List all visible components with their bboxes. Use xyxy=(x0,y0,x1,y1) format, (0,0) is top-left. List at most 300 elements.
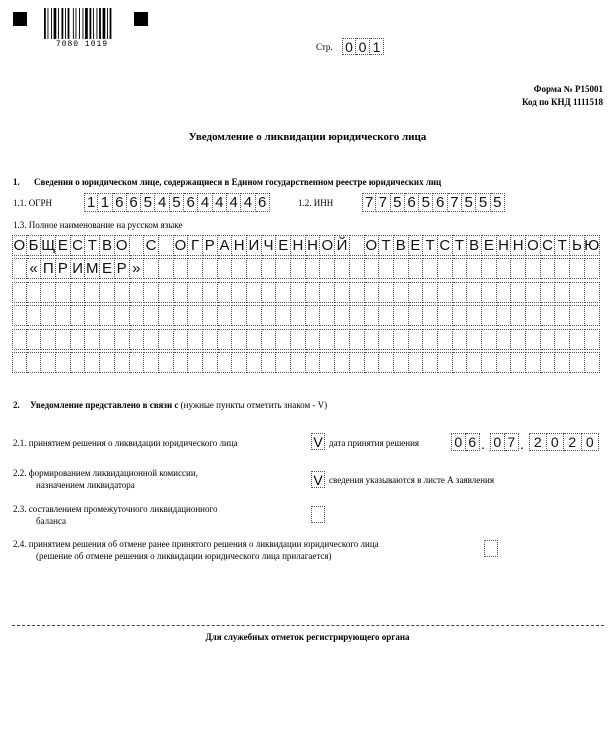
barcode-bar xyxy=(110,8,112,39)
name-row[interactable] xyxy=(12,352,600,373)
name-cell xyxy=(541,305,556,326)
name-cell: Б xyxy=(27,235,42,256)
name-cell xyxy=(159,235,174,256)
name-cell: Т xyxy=(453,235,468,256)
name-cell xyxy=(467,305,482,326)
name-cell xyxy=(482,329,497,350)
date-year-field[interactable] xyxy=(529,433,599,451)
inn-cell: 5 xyxy=(462,193,476,212)
name-cell xyxy=(100,282,115,303)
name-cell: Е xyxy=(100,258,115,279)
name-cell xyxy=(350,305,365,326)
name-cell: Ь xyxy=(570,235,585,256)
name-cell xyxy=(511,258,526,279)
name-cell xyxy=(497,282,512,303)
name-cell xyxy=(203,352,218,373)
name-cell xyxy=(379,282,394,303)
name-cell xyxy=(85,282,100,303)
name-cell xyxy=(203,258,218,279)
item3-label-line1: 2.3. составлением промежуточного ликвидационного xyxy=(13,504,218,514)
ogrn-cell: 4 xyxy=(227,193,241,212)
item4-label-line1: 2.4. принятием решения об отмене ранее принятого решения о ликвидации юридического лица xyxy=(13,539,379,549)
name-cell xyxy=(350,235,365,256)
date-separator-1: . xyxy=(481,436,485,452)
name-cell xyxy=(12,305,27,326)
name-cell: Н xyxy=(306,235,321,256)
barcode-bar xyxy=(58,8,59,39)
name-cell xyxy=(262,305,277,326)
name-cell xyxy=(541,352,556,373)
inn-cell: 7 xyxy=(362,193,376,212)
name-cell xyxy=(511,329,526,350)
name-cell xyxy=(100,352,115,373)
name-cell xyxy=(306,352,321,373)
name-row[interactable] xyxy=(12,305,600,326)
name-cell xyxy=(291,282,306,303)
name-cell xyxy=(144,282,159,303)
barcode-bar xyxy=(44,8,46,39)
name-cell xyxy=(409,329,424,350)
name-cell xyxy=(203,329,218,350)
name-cell xyxy=(306,282,321,303)
name-cell xyxy=(27,282,42,303)
name-cell xyxy=(85,352,100,373)
item1-checkbox[interactable]: V xyxy=(311,433,325,450)
name-cell xyxy=(541,329,556,350)
name-cell xyxy=(570,329,585,350)
section1-number: 1. xyxy=(13,177,20,187)
name-cell: Р xyxy=(115,258,130,279)
name-cell xyxy=(438,329,453,350)
name-cell xyxy=(365,305,380,326)
name-cell: Е xyxy=(276,235,291,256)
name-cell xyxy=(526,258,541,279)
name-cell xyxy=(262,258,277,279)
name-cell: Н xyxy=(232,235,247,256)
name-cell: Р xyxy=(203,235,218,256)
name-cell xyxy=(482,282,497,303)
name-cell xyxy=(144,329,159,350)
name-cell xyxy=(71,305,86,326)
name-cell xyxy=(335,258,350,279)
name-cell xyxy=(306,329,321,350)
name-cell: В xyxy=(394,235,409,256)
page-label: Стр. xyxy=(316,42,333,52)
barcode-bar xyxy=(76,8,77,39)
name-cell xyxy=(262,352,277,373)
barcode-bar xyxy=(83,8,84,39)
name-cell xyxy=(12,258,27,279)
name-cell xyxy=(159,305,174,326)
inn-field[interactable] xyxy=(362,193,505,212)
name-cell xyxy=(320,258,335,279)
cut-line xyxy=(12,625,604,626)
name-cell xyxy=(394,258,409,279)
item1-date-label: дата принятия решения xyxy=(329,438,420,448)
name-cell xyxy=(247,305,262,326)
name-cell xyxy=(394,282,409,303)
item2-checkbox[interactable]: V xyxy=(311,471,325,488)
name-cell xyxy=(291,258,306,279)
name-cell xyxy=(100,329,115,350)
name-cell xyxy=(41,329,56,350)
name-cell xyxy=(291,305,306,326)
name-cell xyxy=(115,329,130,350)
barcode-bar xyxy=(93,8,94,39)
name-cell: И xyxy=(71,258,86,279)
name-cell xyxy=(159,329,174,350)
name-cell xyxy=(497,329,512,350)
page-number-field[interactable] xyxy=(342,38,384,55)
name-cell xyxy=(511,305,526,326)
name-cell xyxy=(409,282,424,303)
name-cell xyxy=(511,282,526,303)
name-cell xyxy=(409,258,424,279)
name-cell xyxy=(188,352,203,373)
name-cell xyxy=(585,282,600,303)
date-year-cell: 2 xyxy=(529,433,547,451)
barcode-bar xyxy=(62,8,64,39)
ogrn-cell: 5 xyxy=(170,193,184,212)
name-cell xyxy=(56,329,71,350)
name-cell: В xyxy=(467,235,482,256)
name-cell xyxy=(365,329,380,350)
date-year-cell: 0 xyxy=(582,433,600,451)
name-cell xyxy=(570,305,585,326)
name-cell xyxy=(365,258,380,279)
name-cell xyxy=(130,352,145,373)
date-day-field[interactable] xyxy=(451,433,480,451)
name-cell xyxy=(232,329,247,350)
ogrn-cell: 4 xyxy=(155,193,169,212)
knd-code: Код по КНД 1111518 xyxy=(521,97,603,107)
name-cell xyxy=(379,329,394,350)
name-cell xyxy=(497,258,512,279)
name-cell: Е xyxy=(482,235,497,256)
name-cell xyxy=(394,352,409,373)
name-cell xyxy=(85,305,100,326)
name-cell xyxy=(570,352,585,373)
barcode-bar xyxy=(54,8,57,39)
name-cell xyxy=(232,352,247,373)
name-cell: Н xyxy=(291,235,306,256)
name-cell xyxy=(409,305,424,326)
name-cell xyxy=(115,352,130,373)
item2-note: сведения указываются в листе А заявления xyxy=(329,475,494,485)
barcode-bar xyxy=(65,8,66,39)
item2-label-line2: назначением ликвидатора xyxy=(36,480,135,490)
name-cell xyxy=(423,258,438,279)
name-cell xyxy=(423,329,438,350)
name-cell xyxy=(144,352,159,373)
name-cell xyxy=(218,329,233,350)
name-cell xyxy=(379,258,394,279)
name-cell xyxy=(247,258,262,279)
name-cell xyxy=(159,258,174,279)
name-cell xyxy=(585,305,600,326)
section2-heading: Уведомление представлено в связи с xyxy=(30,400,179,410)
inn-cell: 5 xyxy=(419,193,433,212)
name-cell xyxy=(555,258,570,279)
name-cell xyxy=(526,305,541,326)
name-cell xyxy=(218,258,233,279)
name-cell: А xyxy=(218,235,233,256)
name-cell xyxy=(174,352,189,373)
name-cell xyxy=(41,352,56,373)
name-cell xyxy=(174,329,189,350)
name-cell: Ю xyxy=(584,237,600,254)
page-number-cell: 0 xyxy=(342,38,356,55)
date-month-cell: 0 xyxy=(490,433,505,451)
item1-label: 2.1. принятием решения о ликвидации юридического лица xyxy=(13,438,238,448)
name-label: 1.3. Полное наименование на русском языке xyxy=(13,220,183,230)
ogrn-cell: 1 xyxy=(98,193,112,212)
name-cell xyxy=(423,352,438,373)
name-cell xyxy=(27,329,42,350)
name-cell xyxy=(467,329,482,350)
ogrn-cell: 4 xyxy=(198,193,212,212)
name-cell xyxy=(585,352,600,373)
name-cell xyxy=(438,258,453,279)
name-cell xyxy=(12,352,27,373)
name-cell xyxy=(247,329,262,350)
name-cell xyxy=(482,305,497,326)
name-cell: « xyxy=(27,258,42,279)
inn-cell: 7 xyxy=(448,193,462,212)
inn-cell: 5 xyxy=(391,193,405,212)
name-cell xyxy=(188,282,203,303)
name-cell xyxy=(12,282,27,303)
name-cell xyxy=(585,329,600,350)
name-cell xyxy=(174,258,189,279)
name-cell xyxy=(453,305,468,326)
item3-checkbox[interactable] xyxy=(311,506,325,523)
name-cell: В xyxy=(100,235,115,256)
name-cell: Г xyxy=(188,235,203,256)
name-cell: Н xyxy=(511,235,526,256)
name-cell xyxy=(174,282,189,303)
name-cell: Щ xyxy=(41,237,56,254)
barcode-bar xyxy=(99,8,101,39)
name-cell xyxy=(276,352,291,373)
name-cell xyxy=(423,305,438,326)
name-cell xyxy=(497,305,512,326)
ogrn-cell: 5 xyxy=(141,193,155,212)
name-cell xyxy=(350,258,365,279)
date-month-field[interactable] xyxy=(490,433,519,451)
name-cell xyxy=(188,258,203,279)
name-cell xyxy=(570,282,585,303)
name-cell: С xyxy=(71,235,86,256)
name-cell xyxy=(585,258,600,279)
name-cell: О xyxy=(13,237,26,254)
name-cell xyxy=(159,282,174,303)
ogrn-label: 1.1. ОГРН xyxy=(13,198,52,208)
name-cell xyxy=(41,305,56,326)
name-cell xyxy=(115,282,130,303)
name-cell: Е xyxy=(409,235,424,256)
name-cell xyxy=(453,282,468,303)
ogrn-cell: 6 xyxy=(256,193,270,212)
name-cell xyxy=(144,258,159,279)
name-cell xyxy=(291,329,306,350)
name-cell xyxy=(350,282,365,303)
name-cell xyxy=(511,352,526,373)
name-cell xyxy=(203,282,218,303)
name-row[interactable] xyxy=(12,329,600,350)
name-cell: С xyxy=(541,235,556,256)
registration-mark-right xyxy=(134,12,148,26)
inn-label: 1.2. ИНН xyxy=(298,198,334,208)
name-cell xyxy=(306,258,321,279)
section2-number: 2. xyxy=(13,400,20,410)
registration-mark-left xyxy=(13,12,27,26)
name-cell xyxy=(27,352,42,373)
name-cell xyxy=(232,282,247,303)
name-cell xyxy=(130,329,145,350)
name-cell: Й xyxy=(335,235,350,256)
name-row[interactable] xyxy=(12,282,600,303)
name-cell xyxy=(115,305,130,326)
date-year-cell: 0 xyxy=(547,433,565,451)
ogrn-cell: 6 xyxy=(184,193,198,212)
name-cell xyxy=(276,305,291,326)
name-cell xyxy=(394,329,409,350)
name-cell: С xyxy=(438,235,453,256)
name-cell xyxy=(291,352,306,373)
name-cell xyxy=(379,305,394,326)
name-cell xyxy=(276,258,291,279)
name-cell xyxy=(218,352,233,373)
name-cell xyxy=(218,305,233,326)
name-cell: О xyxy=(526,235,541,256)
date-year-cell: 2 xyxy=(564,433,582,451)
name-cell xyxy=(467,352,482,373)
name-cell: О xyxy=(320,235,335,256)
name-cell xyxy=(144,305,159,326)
name-cell xyxy=(247,282,262,303)
name-cell: Ч xyxy=(262,235,277,256)
name-cell xyxy=(130,305,145,326)
name-row[interactable] xyxy=(12,258,600,279)
name-cell xyxy=(203,305,218,326)
name-cell xyxy=(262,282,277,303)
ogrn-cell: 4 xyxy=(213,193,227,212)
barcode-bar xyxy=(85,8,88,39)
item2-label-line1: 2.2. формированием ликвидационной комиссии, xyxy=(13,468,198,478)
name-cell xyxy=(365,282,380,303)
name-cell xyxy=(570,258,585,279)
name-cell xyxy=(159,352,174,373)
name-cell xyxy=(71,282,86,303)
barcode-bar xyxy=(79,8,80,39)
date-day-cell: 0 xyxy=(451,433,466,451)
name-cell xyxy=(262,329,277,350)
name-cell xyxy=(350,329,365,350)
barcode-bar xyxy=(73,8,74,39)
name-cell xyxy=(188,329,203,350)
name-cell xyxy=(335,329,350,350)
inn-cell: 5 xyxy=(491,193,505,212)
name-cell xyxy=(335,305,350,326)
barcode-bar xyxy=(51,8,52,39)
name-cell: Т xyxy=(85,235,100,256)
barcode-bar xyxy=(48,8,49,39)
name-cell: О xyxy=(365,235,380,256)
name-row[interactable] xyxy=(12,235,600,256)
date-month-cell: 7 xyxy=(505,433,520,451)
barcode xyxy=(44,8,120,41)
name-cell xyxy=(188,305,203,326)
page-number-cell: 1 xyxy=(370,38,384,55)
date-separator-2: . xyxy=(520,436,524,452)
name-cell xyxy=(409,352,424,373)
name-cell xyxy=(379,352,394,373)
name-cell xyxy=(482,352,497,373)
name-cell xyxy=(541,282,556,303)
inn-cell: 7 xyxy=(376,193,390,212)
name-cell xyxy=(41,282,56,303)
name-cell xyxy=(320,282,335,303)
barcode-number: 7080 1019 xyxy=(55,40,109,49)
name-cell xyxy=(467,282,482,303)
date-day-cell: 6 xyxy=(466,433,481,451)
item4-checkbox[interactable] xyxy=(484,540,498,557)
name-cell xyxy=(232,305,247,326)
name-cell xyxy=(335,352,350,373)
name-cell xyxy=(555,305,570,326)
name-cell xyxy=(453,352,468,373)
name-cell: Н xyxy=(497,235,512,256)
name-cell: Е xyxy=(56,235,71,256)
name-cell xyxy=(276,329,291,350)
name-cell xyxy=(100,305,115,326)
name-cell xyxy=(555,282,570,303)
page-title: Уведомление о ликвидации юридического лица xyxy=(188,131,427,143)
service-marks-label: Для служебных отметок регистрирующего органа xyxy=(205,632,410,642)
name-cell xyxy=(56,282,71,303)
name-cell xyxy=(526,329,541,350)
ogrn-cell: 6 xyxy=(127,193,141,212)
name-cell xyxy=(320,305,335,326)
name-cell xyxy=(276,282,291,303)
name-cell xyxy=(555,329,570,350)
name-cell xyxy=(320,352,335,373)
name-cell xyxy=(12,329,27,350)
page-number-cell: 0 xyxy=(356,38,370,55)
ogrn-field[interactable] xyxy=(84,193,270,212)
name-cell xyxy=(27,305,42,326)
name-cell: О xyxy=(115,235,130,256)
name-cell xyxy=(365,352,380,373)
name-cell xyxy=(453,258,468,279)
section1-heading: Сведения о юридическом лице, содержащиеся в Едином государственном реестре юридических лиц xyxy=(34,177,442,187)
name-cell: О xyxy=(174,235,189,256)
inn-cell: 6 xyxy=(405,193,419,212)
name-cell xyxy=(56,305,71,326)
name-cell xyxy=(130,235,145,256)
name-cell xyxy=(467,258,482,279)
name-cell: С xyxy=(144,235,159,256)
name-cell xyxy=(350,352,365,373)
form-number: Форма № Р15001 xyxy=(533,84,603,94)
name-cell xyxy=(438,352,453,373)
name-cell xyxy=(438,282,453,303)
name-cell xyxy=(394,305,409,326)
barcode-bar xyxy=(90,8,92,39)
name-cell xyxy=(453,329,468,350)
name-cell xyxy=(438,305,453,326)
